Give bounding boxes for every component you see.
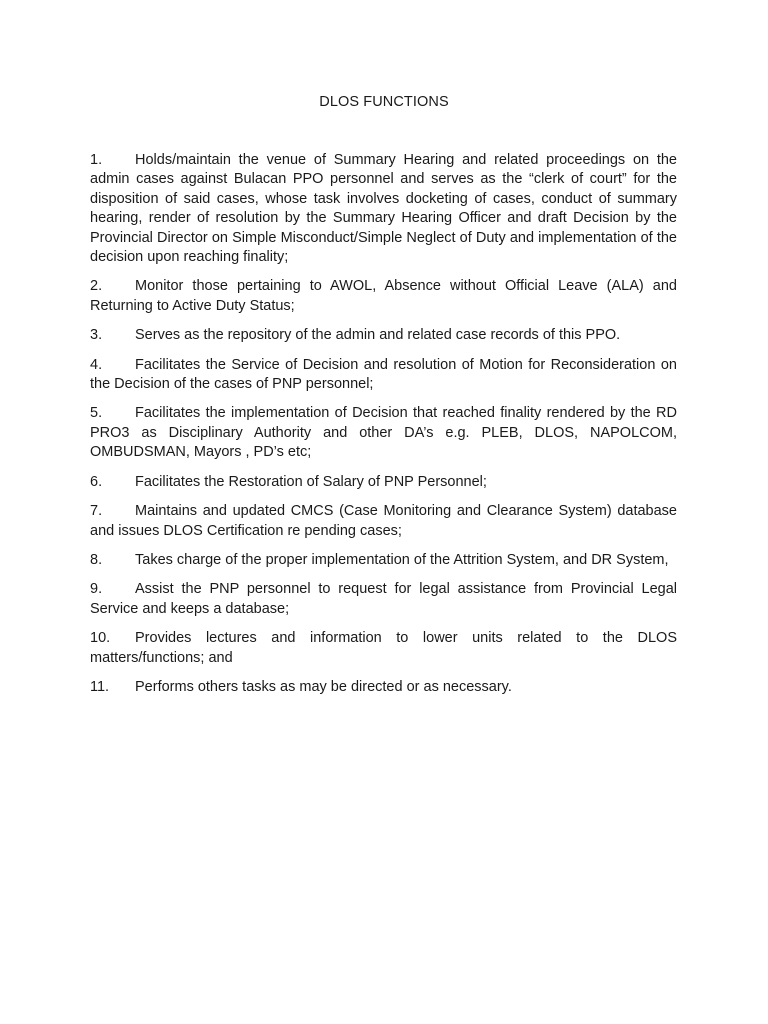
function-item-11 — [90, 678, 677, 697]
function-item-6 — [90, 473, 677, 492]
item-text: Provides lectures and information to lower units related to the DLOS matters/functions; and — [90, 630, 677, 666]
functions-list — [90, 151, 677, 707]
item-number: 11. — [90, 678, 110, 695]
item-text: Monitor those pertaining to AWOL, Absence without Official Leave (ALA) and Returning to Active Duty Status; — [90, 278, 677, 314]
item-number: 2. — [90, 278, 103, 295]
function-item-5 — [90, 404, 677, 462]
function-item-2 — [90, 277, 677, 316]
function-item-7 — [90, 502, 677, 541]
document-title: DLOS FUNCTIONS — [319, 94, 449, 110]
function-item-9 — [90, 580, 677, 619]
item-number: 3. — [90, 327, 103, 344]
item-number: 4. — [90, 356, 103, 373]
item-text: Performs others tasks as may be directed or as necessary. — [135, 678, 512, 695]
item-text: Facilitates the Restoration of Salary of PNP Personnel; — [135, 473, 487, 490]
item-number: 5. — [90, 405, 103, 422]
item-text: Maintains and updated CMCS (Case Monitoring and Clearance System) database and issues DLOS Certification re pending cases; — [90, 503, 677, 539]
item-text: Holds/maintain the venue of Summary Hearing and related proceedings on the admin cases against Bulacan PPO personnel and serves as the “clerk of court” for the disposition of said cases, whose task involves docketing of cases, conduct of summary hearing, render of resolution by the Summary Hearing Officer and draft Decision by the Provincial Director on Simple Misconduct/Simple Neglect of Duty and implementation of the decision upon reaching finality; — [90, 152, 677, 266]
function-item-10 — [90, 629, 677, 668]
item-text: Facilitates the Service of Decision and resolution of Motion for Reconsideration on the Decision of the cases of PNP personnel; — [90, 356, 677, 393]
function-item-4 — [90, 356, 677, 395]
item-text: Assist the PNP personnel to request for legal assistance from Provincial Legal Service and keeps a database; — [90, 581, 677, 617]
item-number: 6. — [90, 473, 103, 490]
item-number: 8. — [90, 551, 103, 568]
item-text: Serves as the repository of the admin and related case records of this PPO. — [135, 327, 621, 344]
function-item-1 — [90, 151, 677, 267]
item-text: Takes charge of the proper implementation of the Attrition System, and DR System, — [135, 551, 669, 568]
item-number: 10. — [90, 630, 111, 647]
item-number: 9. — [90, 581, 103, 598]
item-number: 1. — [90, 152, 103, 168]
item-number: 7. — [90, 503, 103, 520]
function-item-8 — [90, 551, 677, 570]
function-item-3 — [90, 326, 677, 345]
item-text: Facilitates the implementation of Decision that reached finality rendered by the RD PRO3 as Disciplinary Authority and other DA’s e.g. PLEB, DLOS, NAPOLCOM, OMBUDSMAN, Mayors , PD’s etc; — [90, 405, 677, 461]
